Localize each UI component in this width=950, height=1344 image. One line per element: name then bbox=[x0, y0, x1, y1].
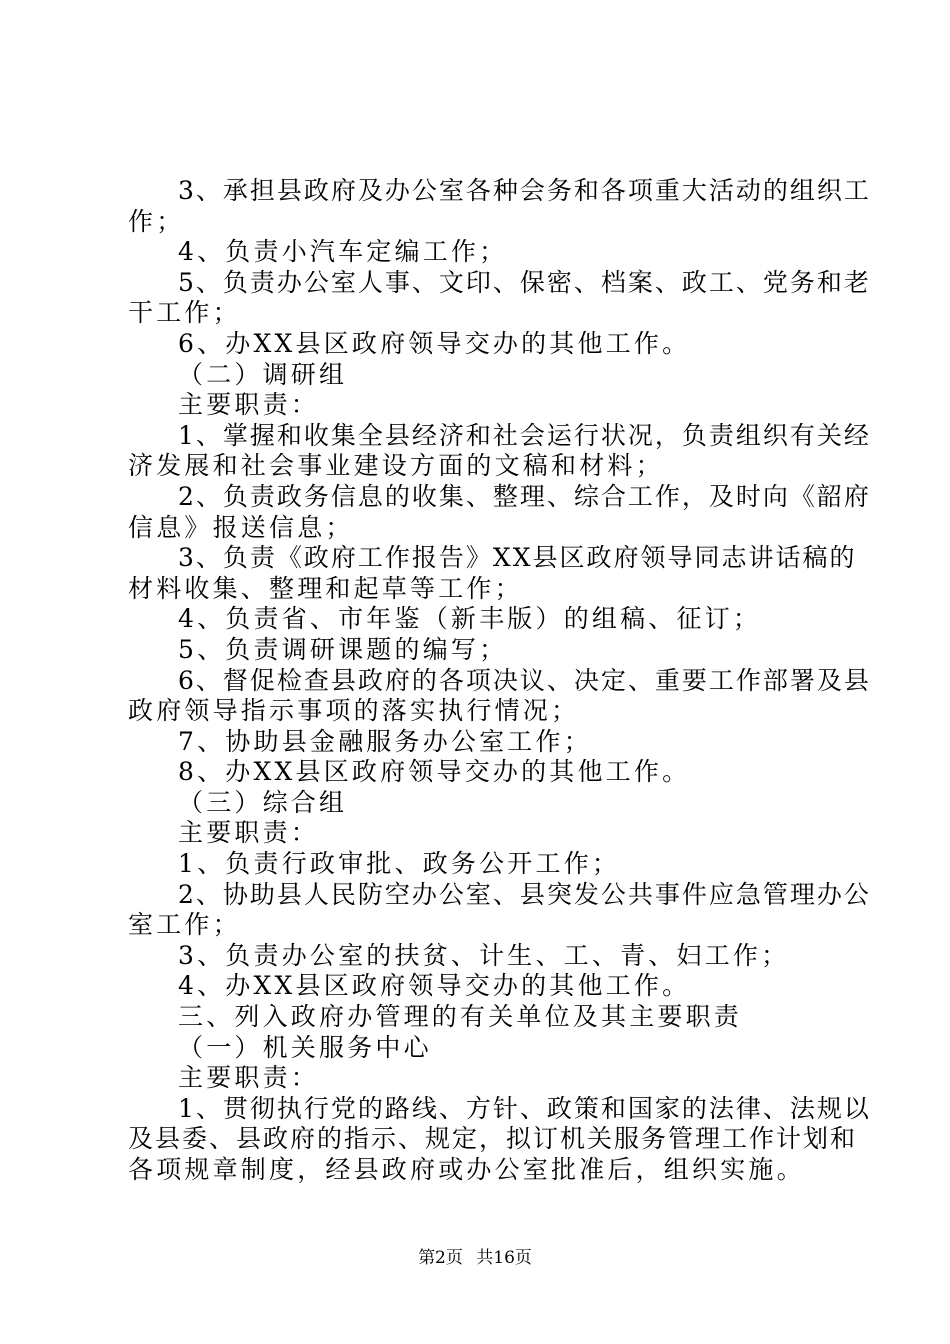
text-line: 信息》报送信息； bbox=[128, 512, 354, 542]
text-line: 2、协助县人民防空办公室、县突发公共事件应急管理办公 bbox=[178, 879, 871, 909]
text-line: 6、办XX县区政府领导交办的其他工作。 bbox=[178, 328, 691, 358]
section-heading: （三）综合组 bbox=[178, 787, 348, 817]
page-footer bbox=[0, 1243, 950, 1268]
text-line: 8、办XX县区政府领导交办的其他工作。 bbox=[178, 757, 691, 787]
text-line: 干工作； bbox=[128, 298, 241, 328]
text-line: 1、掌握和收集全县经济和社会运行状况，负责组织有关经 bbox=[178, 420, 871, 450]
text-line: 5、负责调研课题的编写； bbox=[178, 634, 508, 664]
text-line: 1、负责行政审批、政务公开工作； bbox=[178, 849, 621, 879]
text-line: 济发展和社会事业建设方面的文稿和材料； bbox=[128, 451, 664, 481]
text-line: 3、承担县政府及办公室各种会务和各项重大活动的组织工 bbox=[178, 176, 871, 205]
page-total: 共16页 bbox=[476, 1248, 532, 1268]
page-number: 第2页 bbox=[418, 1248, 463, 1268]
text-line: 4、负责省、市年鉴（新丰版）的组稿、征订； bbox=[178, 604, 762, 634]
text-line: 材料收集、整理和起草等工作； bbox=[128, 573, 523, 603]
section-heading: （一）机关服务中心 bbox=[178, 1032, 432, 1062]
document-body bbox=[128, 176, 871, 1186]
text-line: 及县委、县政府的指示、规定，拟订机关服务管理工作计划和 bbox=[128, 1124, 858, 1154]
text-line: 4、办XX县区政府领导交办的其他工作。 bbox=[178, 971, 691, 1001]
text-line: 7、协助县金融服务办公室工作； bbox=[178, 726, 592, 756]
text-line: 室工作； bbox=[128, 910, 241, 940]
text-line: 5、负责办公室人事、文印、保密、档案、政工、党务和老 bbox=[178, 267, 871, 297]
section-heading: 三、列入政府办管理的有关单位及其主要职责 bbox=[178, 1002, 743, 1032]
text-line: 1、贯彻执行党的路线、方针、政策和国家的法律、法规以 bbox=[178, 1093, 871, 1123]
section-heading: （二）调研组 bbox=[178, 359, 348, 389]
text-line: 各项规章制度，经县政府或办公室批准后，组织实施。 bbox=[128, 1155, 805, 1184]
text-line: 主要职责： bbox=[178, 390, 320, 420]
text-line: 3、负责《政府工作报告》XX县区政府领导同志讲话稿的 bbox=[178, 543, 857, 573]
text-line: 2、负责政务信息的收集、整理、综合工作，及时向《韶府 bbox=[178, 481, 871, 511]
text-line: 3、负责办公室的扶贫、计生、工、青、妇工作； bbox=[178, 940, 790, 970]
text-line: 主要职责： bbox=[178, 818, 320, 848]
text-line: 4、负责小汽车定编工作； bbox=[178, 237, 508, 267]
text-line: 6、督促检查县政府的各项决议、决定、重要工作部署及县 bbox=[178, 665, 871, 695]
text-line: 政府领导指示事项的落实执行情况； bbox=[128, 696, 580, 726]
text-line: 作； bbox=[128, 206, 185, 236]
text-line: 主要职责： bbox=[178, 1063, 320, 1093]
